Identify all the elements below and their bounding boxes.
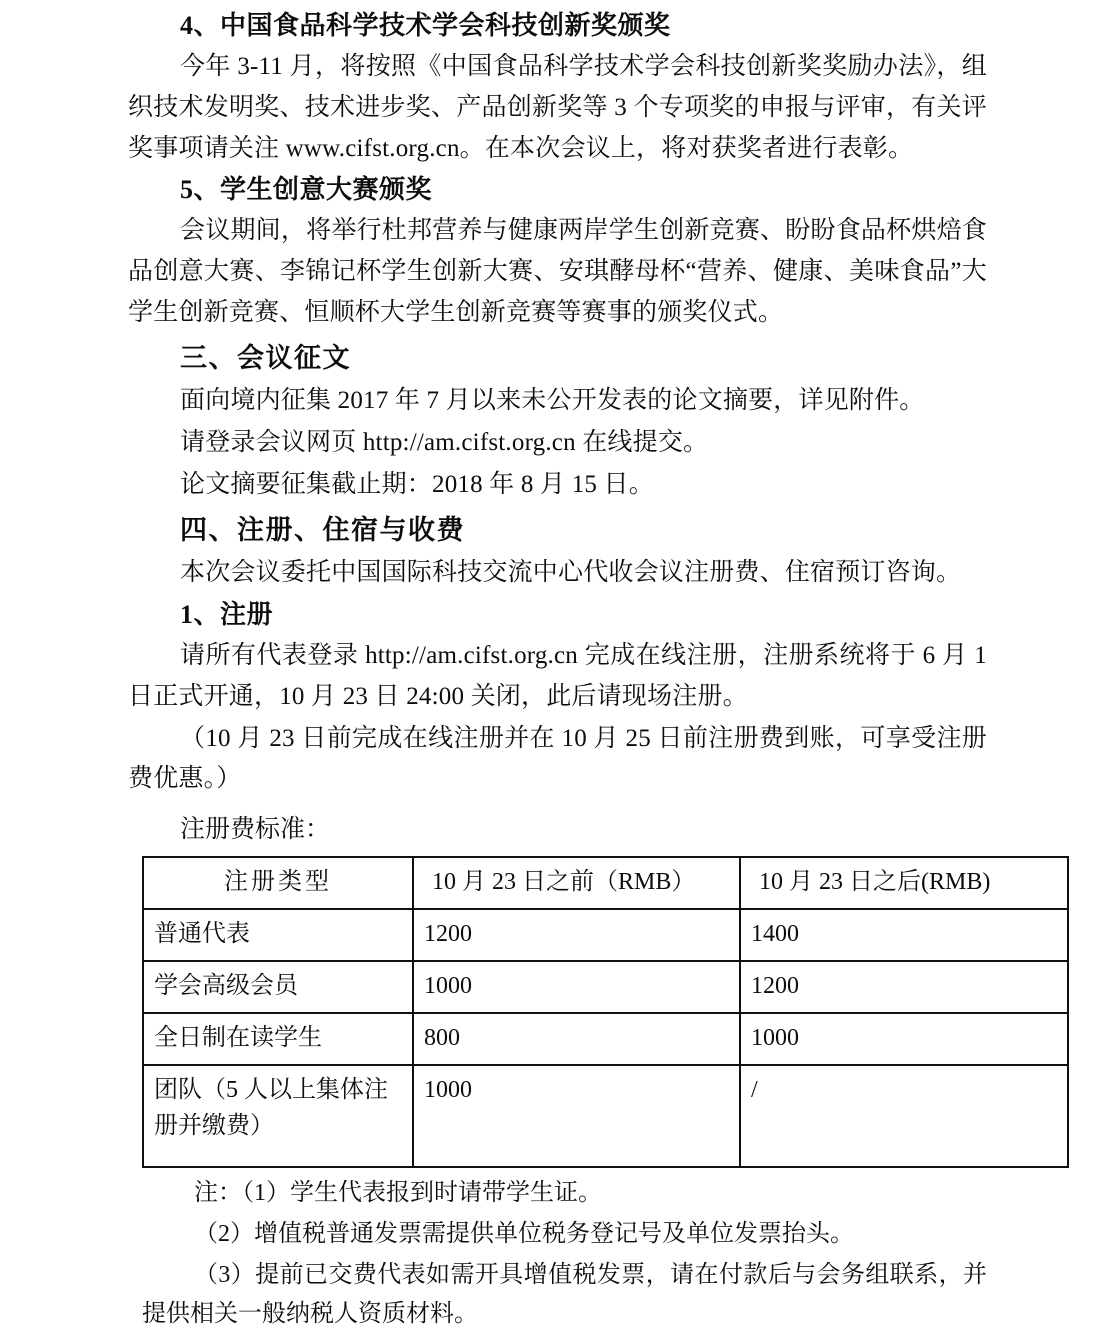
table-row [143, 1065, 1068, 1167]
table-row [143, 909, 1068, 961]
table-header-cell-after: 10 月 23 日之后(RMB) [740, 857, 1068, 909]
section-paragraph-registration-1: 请所有代表登录 http://am.cifst.org.cn 完成在线注册，注册系统将于 6 月 1 日正式开通，10 月 23 日 24:00 关闭，此后请现场注册。 [128, 642, 987, 710]
table-cell-after: 1000 [740, 1013, 1068, 1065]
table-cell-type: 学会高级会员 [143, 961, 413, 1013]
section-heading-5: 5、学生创意大赛颁奖 [180, 175, 433, 205]
note-3: （3）提前已交费代表如需开具增值税发票，请在付款后与会务组联系，并提供相关一般纳税人资质材料。 [142, 1261, 987, 1327]
table-cell-after: / [740, 1065, 1068, 1167]
section-heading-registration: 1、注册 [180, 600, 274, 630]
table-cell-type: 团队（5 人以上集体注册并缴费） [143, 1065, 413, 1167]
section-heading-4: 4、中国食品科学技术学会科技创新奖颁奖 [180, 11, 671, 40]
table-cell-before: 800 [413, 1013, 740, 1065]
section-paragraph-5-1: 会议期间，将举行杜邦营养与健康两岸学生创新竞赛、盼盼食品杯烘焙食品创意大赛、李锦记杯学生创新大赛、安琪酵母杯“营养、健康、美味食品”大学生创新竞赛、恒顺杯大学生创新竞赛等赛事的颁奖仪式。 [128, 217, 987, 326]
section-paragraph-registration-2: （10 月 23 日前完成在线注册并在 10 月 25 日前注册费到账，可享受注册费优惠。） [128, 724, 987, 793]
table-cell-after: 1400 [740, 909, 1068, 961]
section-paragraph-three-1: 面向境内征集 2017 年 7 月以来未公开发表的论文摘要，详见附件。 [180, 387, 925, 415]
table-cell-after: 1200 [740, 961, 1068, 1013]
table-cell-type: 全日制在读学生 [143, 1013, 413, 1065]
table-header-cell-type: 注册类型 [143, 857, 413, 909]
table-row [143, 1013, 1068, 1065]
section-paragraph-three-3: 论文摘要征集截止期：2018 年 8 月 15 日。 [180, 470, 654, 498]
fee-table-label: 注册费标准： [180, 816, 331, 844]
table-cell-type: 普通代表 [143, 909, 413, 961]
table-cell-before: 1200 [413, 909, 740, 961]
note-2: （2）增值税普通发票需提供单位税务登记号及单位发票抬头。 [194, 1221, 854, 1248]
table-notes [128, 1174, 987, 1334]
section-paragraph-four-1: 本次会议委托中国国际科技交流中心代收会议注册费、住宿预订咨询。 [180, 559, 962, 587]
section-heading-four: 四、注册、住宿与收费 [180, 514, 465, 545]
section-paragraph-4-1: 今年 3-11 月，将按照《中国食品科学技术学会科技创新奖奖励办法》，组织技术发明奖、技术进步奖、产品创新奖等 3 个专项奖的申报与评审，有关评奖事项请关注 www.cifst.org.cn。在本次会议上，将对获奖者进行表彰。 [128, 53, 987, 162]
table-row [143, 961, 1068, 1013]
section-paragraph-three-2: 请登录会议网页 http://am.cifst.org.cn 在线提交。 [180, 429, 709, 457]
table-header-cell-before: 10 月 23 日之前（RMB） [413, 857, 740, 909]
table-cell-before: 1000 [413, 961, 740, 1013]
registration-fee-table [142, 856, 1069, 1168]
section-heading-three: 三、会议征文 [180, 342, 351, 373]
table-header-row [143, 857, 1068, 909]
table-cell-before: 1000 [413, 1065, 740, 1167]
note-1: 注：（1）学生代表报到时请带学生证。 [194, 1180, 602, 1207]
